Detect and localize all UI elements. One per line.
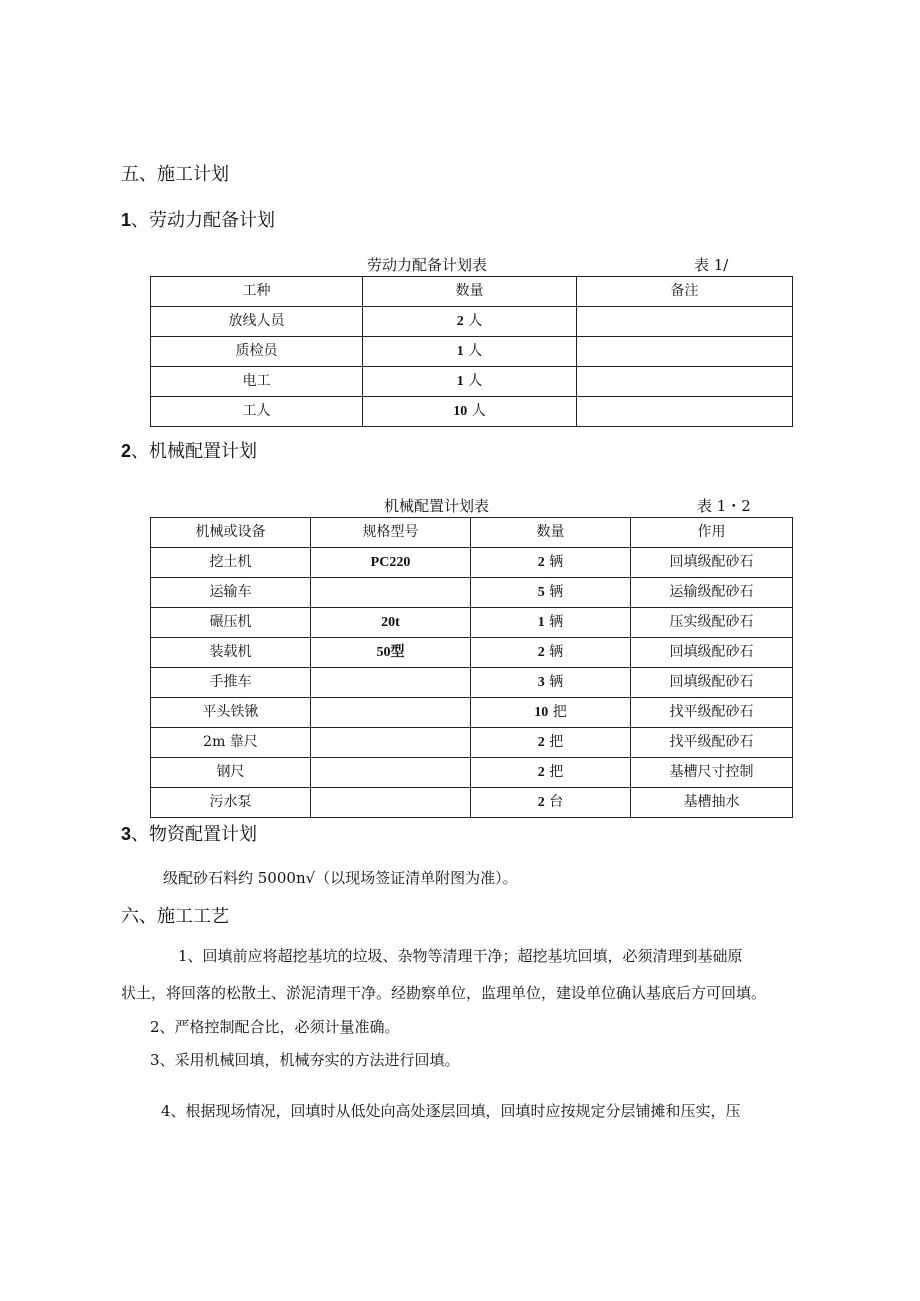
table2-caption: 机械配置计划表 (384, 497, 490, 515)
cell-equipment: 手推车 (151, 668, 311, 698)
step-4: 4、根据现场情况，回填时从低处向高处逐层回填，回填时应按规定分层铺摊和压实，压 (161, 1102, 741, 1120)
table-row (151, 548, 793, 578)
cell-use: 运输级配砂石 (631, 578, 793, 608)
cell-qty: 2 把 (471, 758, 631, 788)
table2-ref: 表 1・2 (697, 497, 751, 515)
cell-equipment: 装载机 (151, 638, 311, 668)
machinery-table (150, 517, 793, 818)
cell-qty: 2 台 (471, 788, 631, 818)
cell-spec (311, 578, 471, 608)
cell-use: 压实级配砂石 (631, 608, 793, 638)
cell-equipment: 钢尺 (151, 758, 311, 788)
step-3: 3、采用机械回填，机械夯实的方法进行回填。 (150, 1051, 460, 1069)
cell-use: 回填级配砂石 (631, 668, 793, 698)
table-row (151, 698, 793, 728)
table-row (151, 668, 793, 698)
header-cell: 作用 (631, 518, 793, 548)
table-row (151, 758, 793, 788)
cell-use: 回填级配砂石 (631, 638, 793, 668)
section-title-6: 六、施工工艺 (121, 906, 229, 927)
subsection-title-machinery (121, 437, 257, 463)
cell-use: 基槽尺寸控制 (631, 758, 793, 788)
header-cell: 数量 (363, 277, 577, 307)
table-header-row (151, 518, 793, 548)
table-row (151, 397, 793, 427)
subsection-label: 、机械配置计划 (131, 441, 258, 462)
section-title-5: 五、施工计划 (121, 164, 229, 185)
cell-use: 回填级配砂石 (631, 548, 793, 578)
cell-use: 找平级配砂石 (631, 728, 793, 758)
cell-type: 质检员 (151, 337, 363, 367)
header-cell: 工种 (151, 277, 363, 307)
table-row (151, 608, 793, 638)
cell-note (577, 397, 793, 427)
cell-note (577, 337, 793, 367)
cell-spec (311, 668, 471, 698)
labor-table (150, 276, 793, 427)
cell-type: 电工 (151, 367, 363, 397)
cell-equipment: 2m 靠尺 (151, 728, 311, 758)
step-1-line-1: 1、回填前应将超挖基坑的垃圾、杂物等清理干净；超挖基坑回填，必须清理到基础原 (178, 947, 743, 965)
header-cell: 备注 (577, 277, 793, 307)
header-cell: 数量 (471, 518, 631, 548)
cell-qty: 2 辆 (471, 548, 631, 578)
cell-equipment: 运输车 (151, 578, 311, 608)
table1-caption: 劳动力配备计划表 (367, 256, 488, 274)
subsection-number: 1 (121, 210, 132, 230)
table-row (151, 337, 793, 367)
subsection-label: 、物资配置计划 (131, 824, 258, 845)
header-cell: 机械或设备 (151, 518, 311, 548)
cell-qty: 10 把 (471, 698, 631, 728)
material-text: 级配砂石料约 5000n√（以现场签证清单附图为准）。 (163, 869, 518, 887)
cell-qty: 1 人 (363, 367, 577, 397)
cell-use: 基槽抽水 (631, 788, 793, 818)
cell-qty: 2 把 (471, 728, 631, 758)
cell-equipment: 平头铁锹 (151, 698, 311, 728)
cell-spec (311, 758, 471, 788)
cell-qty: 1 辆 (471, 608, 631, 638)
cell-spec (311, 788, 471, 818)
cell-spec (311, 698, 471, 728)
table-row (151, 638, 793, 668)
step-2: 2、严格控制配合比，必须计量准确。 (150, 1018, 400, 1036)
cell-equipment: 碾压机 (151, 608, 311, 638)
cell-qty: 5 辆 (471, 578, 631, 608)
cell-note (577, 367, 793, 397)
cell-spec: 50型 (311, 638, 471, 668)
subsection-title-materials (121, 820, 257, 846)
table1-ref: 表 1/ (694, 256, 729, 274)
cell-equipment: 污水泵 (151, 788, 311, 818)
table-row (151, 307, 793, 337)
table-row (151, 728, 793, 758)
cell-equipment: 挖土机 (151, 548, 311, 578)
subsection-number: 3 (121, 824, 132, 844)
cell-use: 找平级配砂石 (631, 698, 793, 728)
header-cell: 规格型号 (311, 518, 471, 548)
table-row (151, 788, 793, 818)
cell-type: 工人 (151, 397, 363, 427)
cell-spec (311, 728, 471, 758)
cell-spec: PC220 (311, 548, 471, 578)
step-1-line-2: 状土，将回落的松散土、淤泥清理干净。经勘察单位，监理单位，建设单位确认基底后方可回填。 (121, 984, 767, 1002)
subsection-label: 、劳动力配备计划 (131, 210, 276, 231)
cell-qty: 2 人 (363, 307, 577, 337)
cell-qty: 1 人 (363, 337, 577, 367)
cell-spec: 20t (311, 608, 471, 638)
cell-qty: 10 人 (363, 397, 577, 427)
subsection-title-labor (121, 206, 275, 232)
table-row (151, 367, 793, 397)
cell-qty: 3 辆 (471, 668, 631, 698)
table-row (151, 578, 793, 608)
subsection-number: 2 (121, 441, 132, 461)
table-header-row (151, 277, 793, 307)
cell-qty: 2 辆 (471, 638, 631, 668)
cell-note (577, 307, 793, 337)
cell-type: 放线人员 (151, 307, 363, 337)
